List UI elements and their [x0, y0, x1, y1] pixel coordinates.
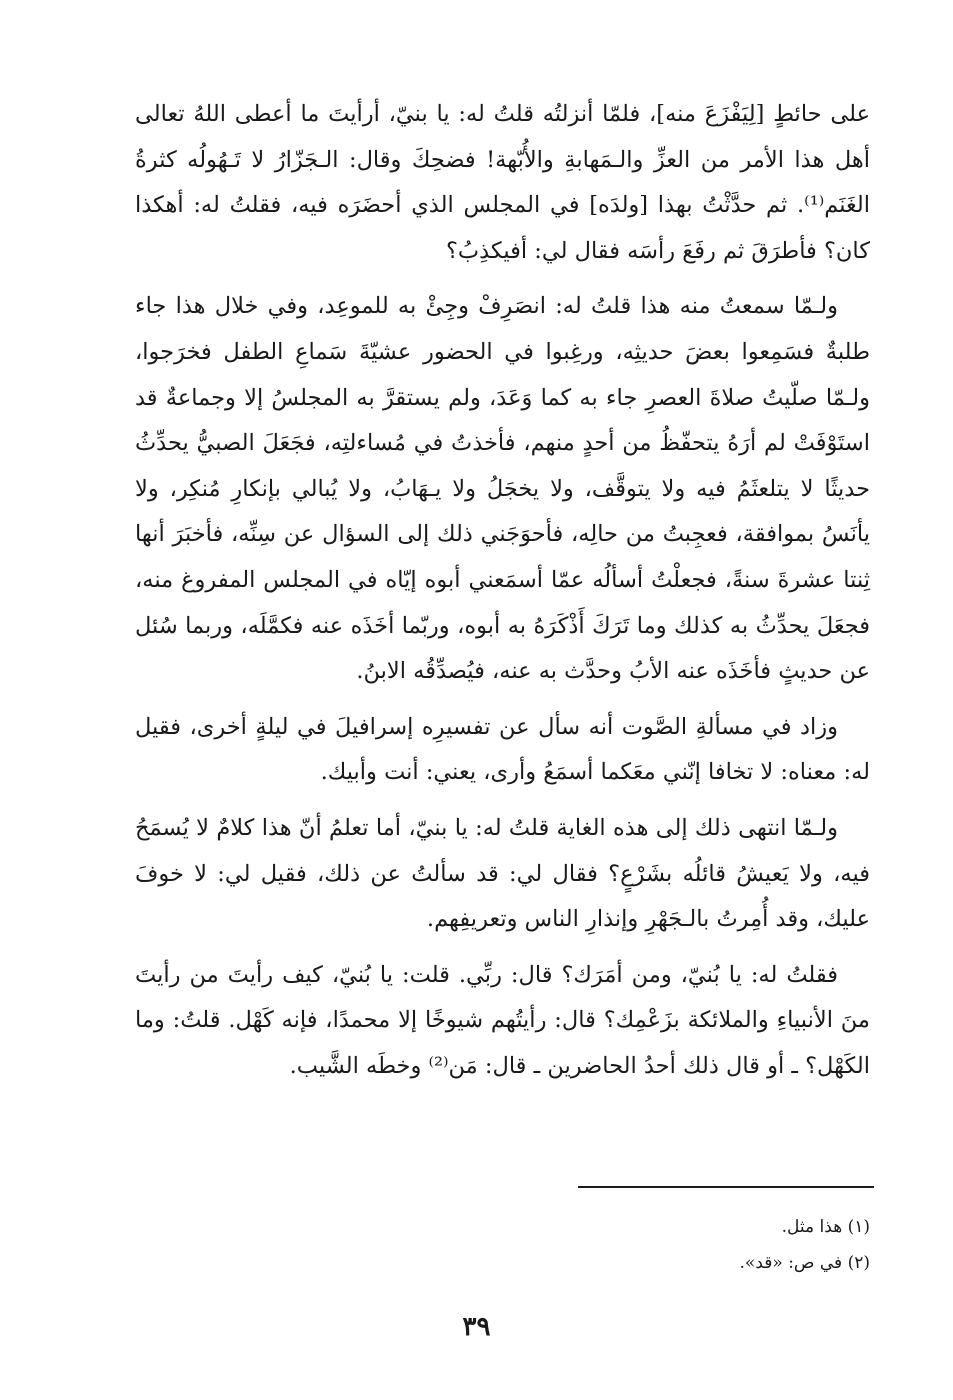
footnote-divider: [578, 1186, 874, 1188]
paragraph-5: فقلتُ له: يا بُنيّ، ومن أمَرَك؟ قال: ربِّي. قلت: يا بُنيّ، كيف رأيتَ من رأيتَ منَ الأنبياءِ والملائكة بزَعْمِك؟ قال: رأيتُهم شيوخًا إلا محمدًا، فإنه كَهْل. قلتُ: وما الكَهْل؟ ـ أو قال ذلك أحدُ الحاضرين ـ قال: مَن⁽²⁾ وخطَه الشَّيب.: [135, 961, 870, 1079]
page-number: ٣٩: [462, 1312, 491, 1342]
paragraph-2: ولـمّا سمعتُ منه هذا قلتُ له: انصَرِفْ وجِئْ به للموعِد، وفي خلال هذا جاء طلبةٌ فسَمِعوا بعضَ حديثِه، ورغِبوا في الحضور عشيّةَ سَماعِ الطفل فخرَجوا، ولـمّا صلّيتُ صلاةَ العصرِ جاء به كما وَعَدَ، ولم يستقرَّ به المجلسُ إلا وجماعةٌ قد استَوْفَتْ لم أرَهُ يتحفّظُ من أحدٍ منهم، فأخذتُ في مُساءلتِه، فجَعَلَ الصبيُّ يحدِّثُ حديثًا لا يتلعثَمُ فيه ولا يتوقَّف، ولا يخجَلُ ولا يـهَابُ، ولا يُبالي بإنكارِ مُنكِر، ولا يأنَسُ بموافقة، فعجِبتُ من حالِه، فأحوَجَني ذلك إلى السؤال عن سِنِّه، فأخبَرَ أنها ثِنتا عشرةَ سنةً، فجعلْتُ أسألُه عمّا أسمَعني أبوه إيّاه في المجلس المفروغ منه، فجعَلَ يحدِّثُ به كذلك وما تَرَكَ أَذْكَرَهُ به أبوه، وربّما أخَذَه عنه فكمَّلَه، وربما سُئل عن حديثٍ فأخَذَه عنه الأبُ وحدَّث به عنه، فيُصدِّقُه الابنُ.: [135, 293, 870, 685]
main-text: [135, 92, 870, 1099]
paragraph-3: وزاد في مسألةِ الصَّوت أنه سأل عن تفسيرِه إسرافيلَ في ليلةٍ أخرى، فقيل له: معناه: لا تخافا إنّني معَكما أسمَعُ وأرى، يعني: أنت وأبيك.: [135, 713, 870, 786]
paragraph-1: على حائطٍ [لِيَفْزَعَ منه]، فلمّا أنزلتُه قلتُ له: يا بنيّ، أرأيتَ ما أعطى اللهُ تعالى أهل هذا الأمر من العزِّ والـمَهابةِ والأُبّهة! فضحِكَ وقال: الـجَزّارُ لا تَـهُولُه كثرةُ الغَنَم⁽¹⁾. ثم حدَّثْتُ بهذا [ولدَه] في المجلس الذي أحضَرَه فيه، فقلتُ له: أهكذا كان؟ فأطرَقَ ثم رفَعَ رأسَه فقال لي: أفيكذِبُ؟: [135, 101, 870, 264]
paragraph-4: ولـمّا انتهى ذلك إلى هذه الغاية قلتُ له: يا بنيّ، أما تعلمُ أنّ هذا كلامٌ لا يُسمَحُ فيه، ولا يَعيشُ قائلُه بشَرْعٍ؟ فقال لي: قد سألتُ عن ذلك، فقيل لي: لا خوفَ عليك، وقد أُمِرتُ بالـجَهْرِ وإنذارِ الناس وتعريفِهم.: [135, 814, 870, 933]
footnote-2: (٢) في ص: «قد».: [739, 1253, 870, 1273]
footnote-1: (١) هذا مثل.: [781, 1217, 870, 1237]
footnotes: [135, 1209, 870, 1281]
